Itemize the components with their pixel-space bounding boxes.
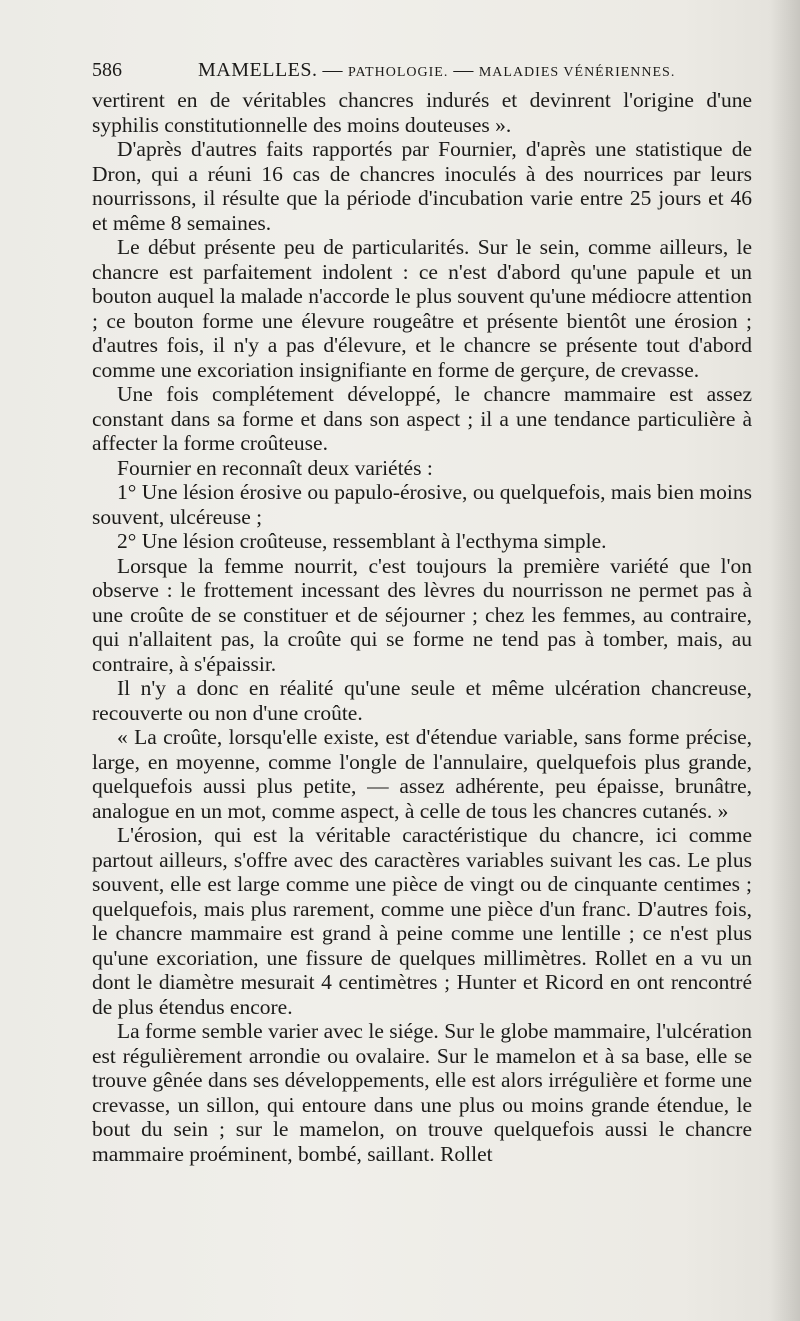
paragraph: L'érosion, qui est la véritable caractéristique du chancre, ici comme partout ailleurs, s'offre avec des caractères variables suivant les cas. Le plus souvent, elle est large comme une pièce de vingt ou de cinquante centimes ; quelquefois, mais plus rarement, comme une pièce d'un franc. D'autres fois, le chancre mammaire est grand à peine comme une lentille ; ce n'est plus qu'une excoriation, une fissure de quelques millimètres. Rollet en a vu un dont le diamètre mesurait 4 centimètres ; Hunter et Ricord en ont rencontré de plus étendus encore. [92, 823, 752, 1019]
paragraph: Il n'y a donc en réalité qu'une seule et même ulcération chancreuse, recouverte ou non d'une croûte. [92, 676, 752, 725]
running-head [92, 56, 760, 84]
body-text [92, 88, 752, 1166]
page-edge-shadow [770, 0, 800, 1321]
paragraph: vertirent en de véritables chancres indurés et devinrent l'origine d'une syphilis constitutionnelle des moins douteuses ». [92, 88, 752, 137]
running-title [198, 56, 675, 87]
quotation: « La croûte, lorsqu'elle existe, est d'étendue variable, sans forme précise, large, en moyenne, comme l'ongle de l'annulaire, quelquefois plus grande, quelquefois aussi plus petite, — assez adhérente, peu épaisse, brunâtre, analogue en un mot, comme aspect, à celle de tous les chancres cutanés. » [92, 725, 752, 823]
paragraph: Une fois complétement développé, le chancre mammaire est assez constant dans sa forme et dans son aspect ; il a une tendance particulière à affecter la forme croûteuse. [92, 382, 752, 455]
paragraph: Le début présente peu de particularités. Sur le sein, comme ailleurs, le chancre est parfaitement indolent : ce n'est d'abord qu'une papule et un bouton auquel la malade n'accorde le plus souvent qu'une médiocre attention ; ce bouton forme une élevure rougeâtre et présente bientôt une érosion ; d'autres fois, il n'y a pas d'élevure, et le chancre se présente tout d'abord comme une excoriation insignifiante en forme de gerçure, de crevasse. [92, 235, 752, 382]
paragraph: Lorsque la femme nourrit, c'est toujours la première variété que l'on observe : le frottement incessant des lèvres du nourrisson ne permet pas à une croûte de se constituer et de séjourner ; chez les femmes, au contraire, qui n'allaitent pas, la croûte qui se forme ne tend pas à tomber, mais, au contraire, à s'épaissir. [92, 553, 752, 676]
subsection-title: MALADIES VÉNÉRIENNES. [478, 65, 676, 80]
separator: — [322, 59, 343, 81]
paragraph: D'après d'autres faits rapportés par Fournier, d'après une statistique de Dron, qui a réuni 16 cas de chancres inoculés à des nourrices par leurs nourrissons, il résulte que la période d'incubation varie entre 25 jours et 46 et même 8 semaines. [92, 137, 752, 235]
paragraph: Fournier en reconnaît deux variétés : [117, 455, 433, 480]
paragraph: La forme semble varier avec le siége. Sur le globe mammaire, l'ulcération est régulièrement arrondie ou ovalaire. Sur le mamelon et à sa base, elle se trouve gênée dans ses développements, elle est alors irrégulière et forme une crevasse, un sillon, qui entoure dans une plus ou moins grande étendue, le bout du sein ; sur le mamelon, on trouve quelquefois aussi le chancre mammaire proéminent, bombé, saillant. Rollet [92, 1019, 752, 1166]
chapter-title: MAMELLES. [198, 59, 318, 81]
list-item: 2° Une lésion croûteuse, ressemblant à l'ecthyma simple. [117, 529, 607, 553]
page-number: 586 [92, 59, 122, 81]
section-title: PATHOLOGIE. [348, 65, 449, 80]
list-item: 1° Une lésion érosive ou papulo-érosive, ou quelquefois, mais bien moins souvent, ulcéreuse ; [92, 480, 752, 529]
separator: — [453, 59, 474, 81]
